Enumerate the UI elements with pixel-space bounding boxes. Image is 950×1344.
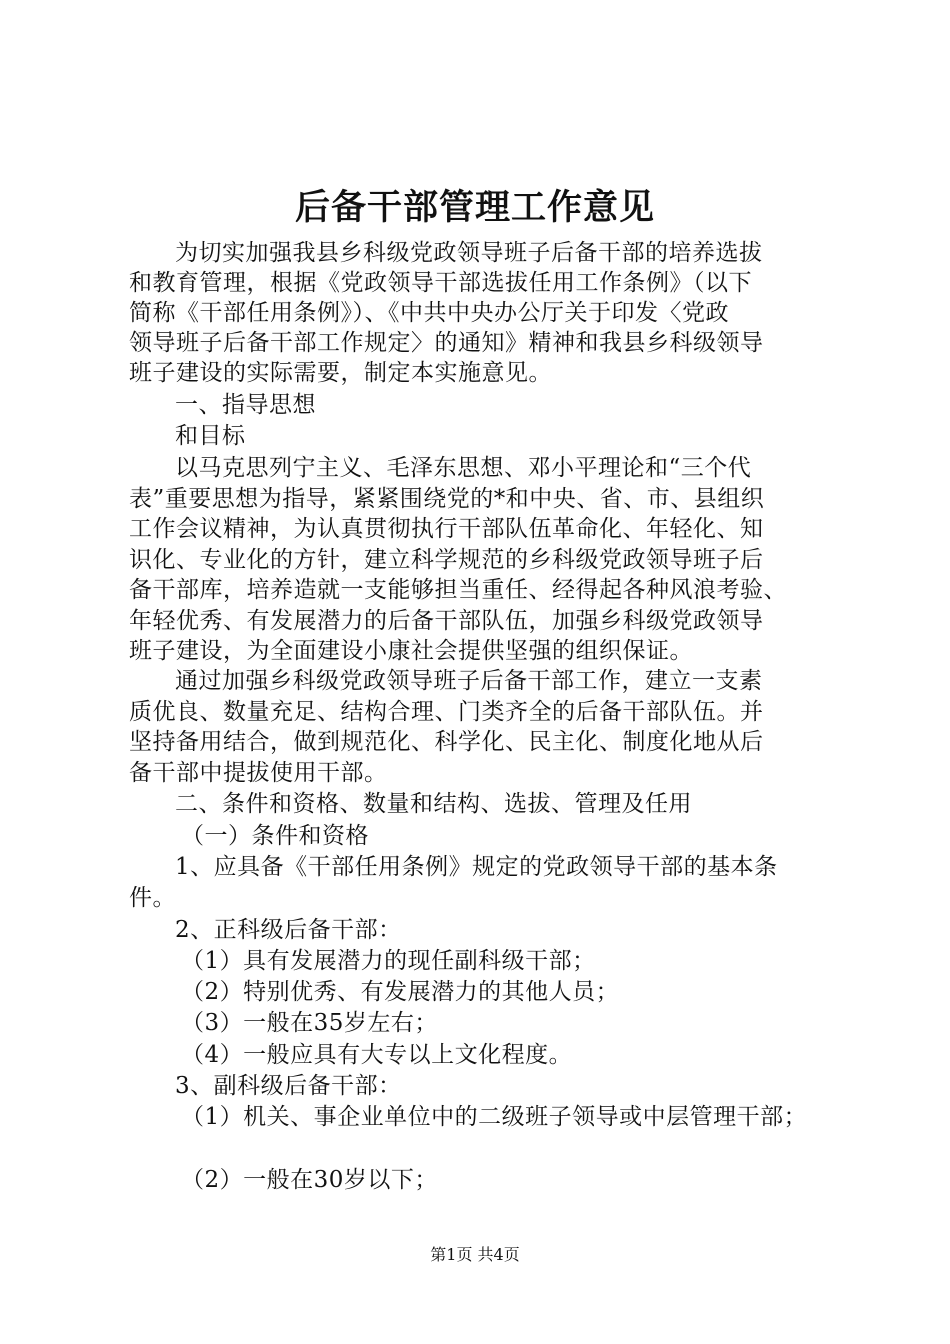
list-item: （2）一般在30岁以下； (181, 1167, 438, 1193)
paragraph-line: 简称《干部任用条例》）、《中共中央办公厅关于印发〈党政 (129, 300, 729, 326)
paragraph-line: 和教育管理，根据《党政领导干部选拔任用工作条例》（以下 (129, 270, 752, 296)
paragraph-line: 工作会议精神，为认真贯彻执行干部队伍革命化、年轻化、知 (129, 516, 764, 542)
paragraph-line: 为切实加强我县乡科级党政领导班子后备干部的培养选拔 (175, 240, 763, 266)
document-title: 后备干部管理工作意见 (294, 188, 655, 228)
section-heading: 和目标 (175, 423, 246, 449)
list-item: （3）一般在35岁左右； (181, 1010, 438, 1036)
page-footer: 第1页 共4页 (430, 1245, 520, 1264)
list-item: （4）一般应具有大专以上文化程度。 (181, 1042, 573, 1068)
list-item: （1）具有发展潜力的现任副科级干部； (181, 948, 596, 974)
paragraph-line: 识化、专业化的方针，建立科学规范的乡科级党政领导班子后 (129, 547, 764, 573)
paragraph-line: 班子建设的实际需要，制定本实施意见。 (129, 360, 552, 386)
paragraph-line: 通过加强乡科级党政领导班子后备干部工作，建立一支素 (175, 668, 763, 694)
paragraph-line: 班子建设，为全面建设小康社会提供坚强的组织保证。 (129, 638, 693, 664)
paragraph-line: 以马克思列宁主义、毛泽东思想、邓小平理论和“三个代 (175, 455, 752, 481)
paragraph-line: 1、应具备《干部任用条例》规定的党政领导干部的基本条 (175, 854, 778, 880)
section-heading: 二、条件和资格、数量和结构、选拔、管理及任用 (175, 791, 692, 817)
subsection-heading: （一）条件和资格 (181, 823, 369, 849)
paragraph-line: 备干部库，培养造就一支能够担当重任、经得起各种风浪考验、 (129, 577, 787, 603)
list-item: （2）特别优秀、有发展潜力的其他人员； (181, 979, 620, 1005)
paragraph-line: 备干部中提拔使用干部。 (129, 760, 388, 786)
paragraph-line: 坚持备用结合，做到规范化、科学化、民主化、制度化地从后 (129, 729, 764, 755)
paragraph-line: 年轻优秀、有发展潜力的后备干部队伍，加强乡科级党政领导 (129, 608, 764, 634)
paragraph-line: 质优良、数量充足、结构合理、门类齐全的后备干部队伍。并 (129, 699, 764, 725)
list-item: （1）机关、事企业单位中的二级班子领导或中层管理干部； (181, 1104, 808, 1130)
paragraph-line: 表”重要思想为指导，紧紧围绕党的*和中央、省、市、县组织 (129, 486, 765, 512)
list-item: 2、正科级后备干部： (175, 917, 402, 943)
paragraph-line: 件。 (129, 885, 176, 911)
list-item: 3、副科级后备干部： (175, 1073, 402, 1099)
section-heading: 一、指导思想 (175, 392, 316, 418)
paragraph-line: 领导班子后备干部工作规定〉的通知》精神和我县乡科级领导 (129, 330, 764, 356)
